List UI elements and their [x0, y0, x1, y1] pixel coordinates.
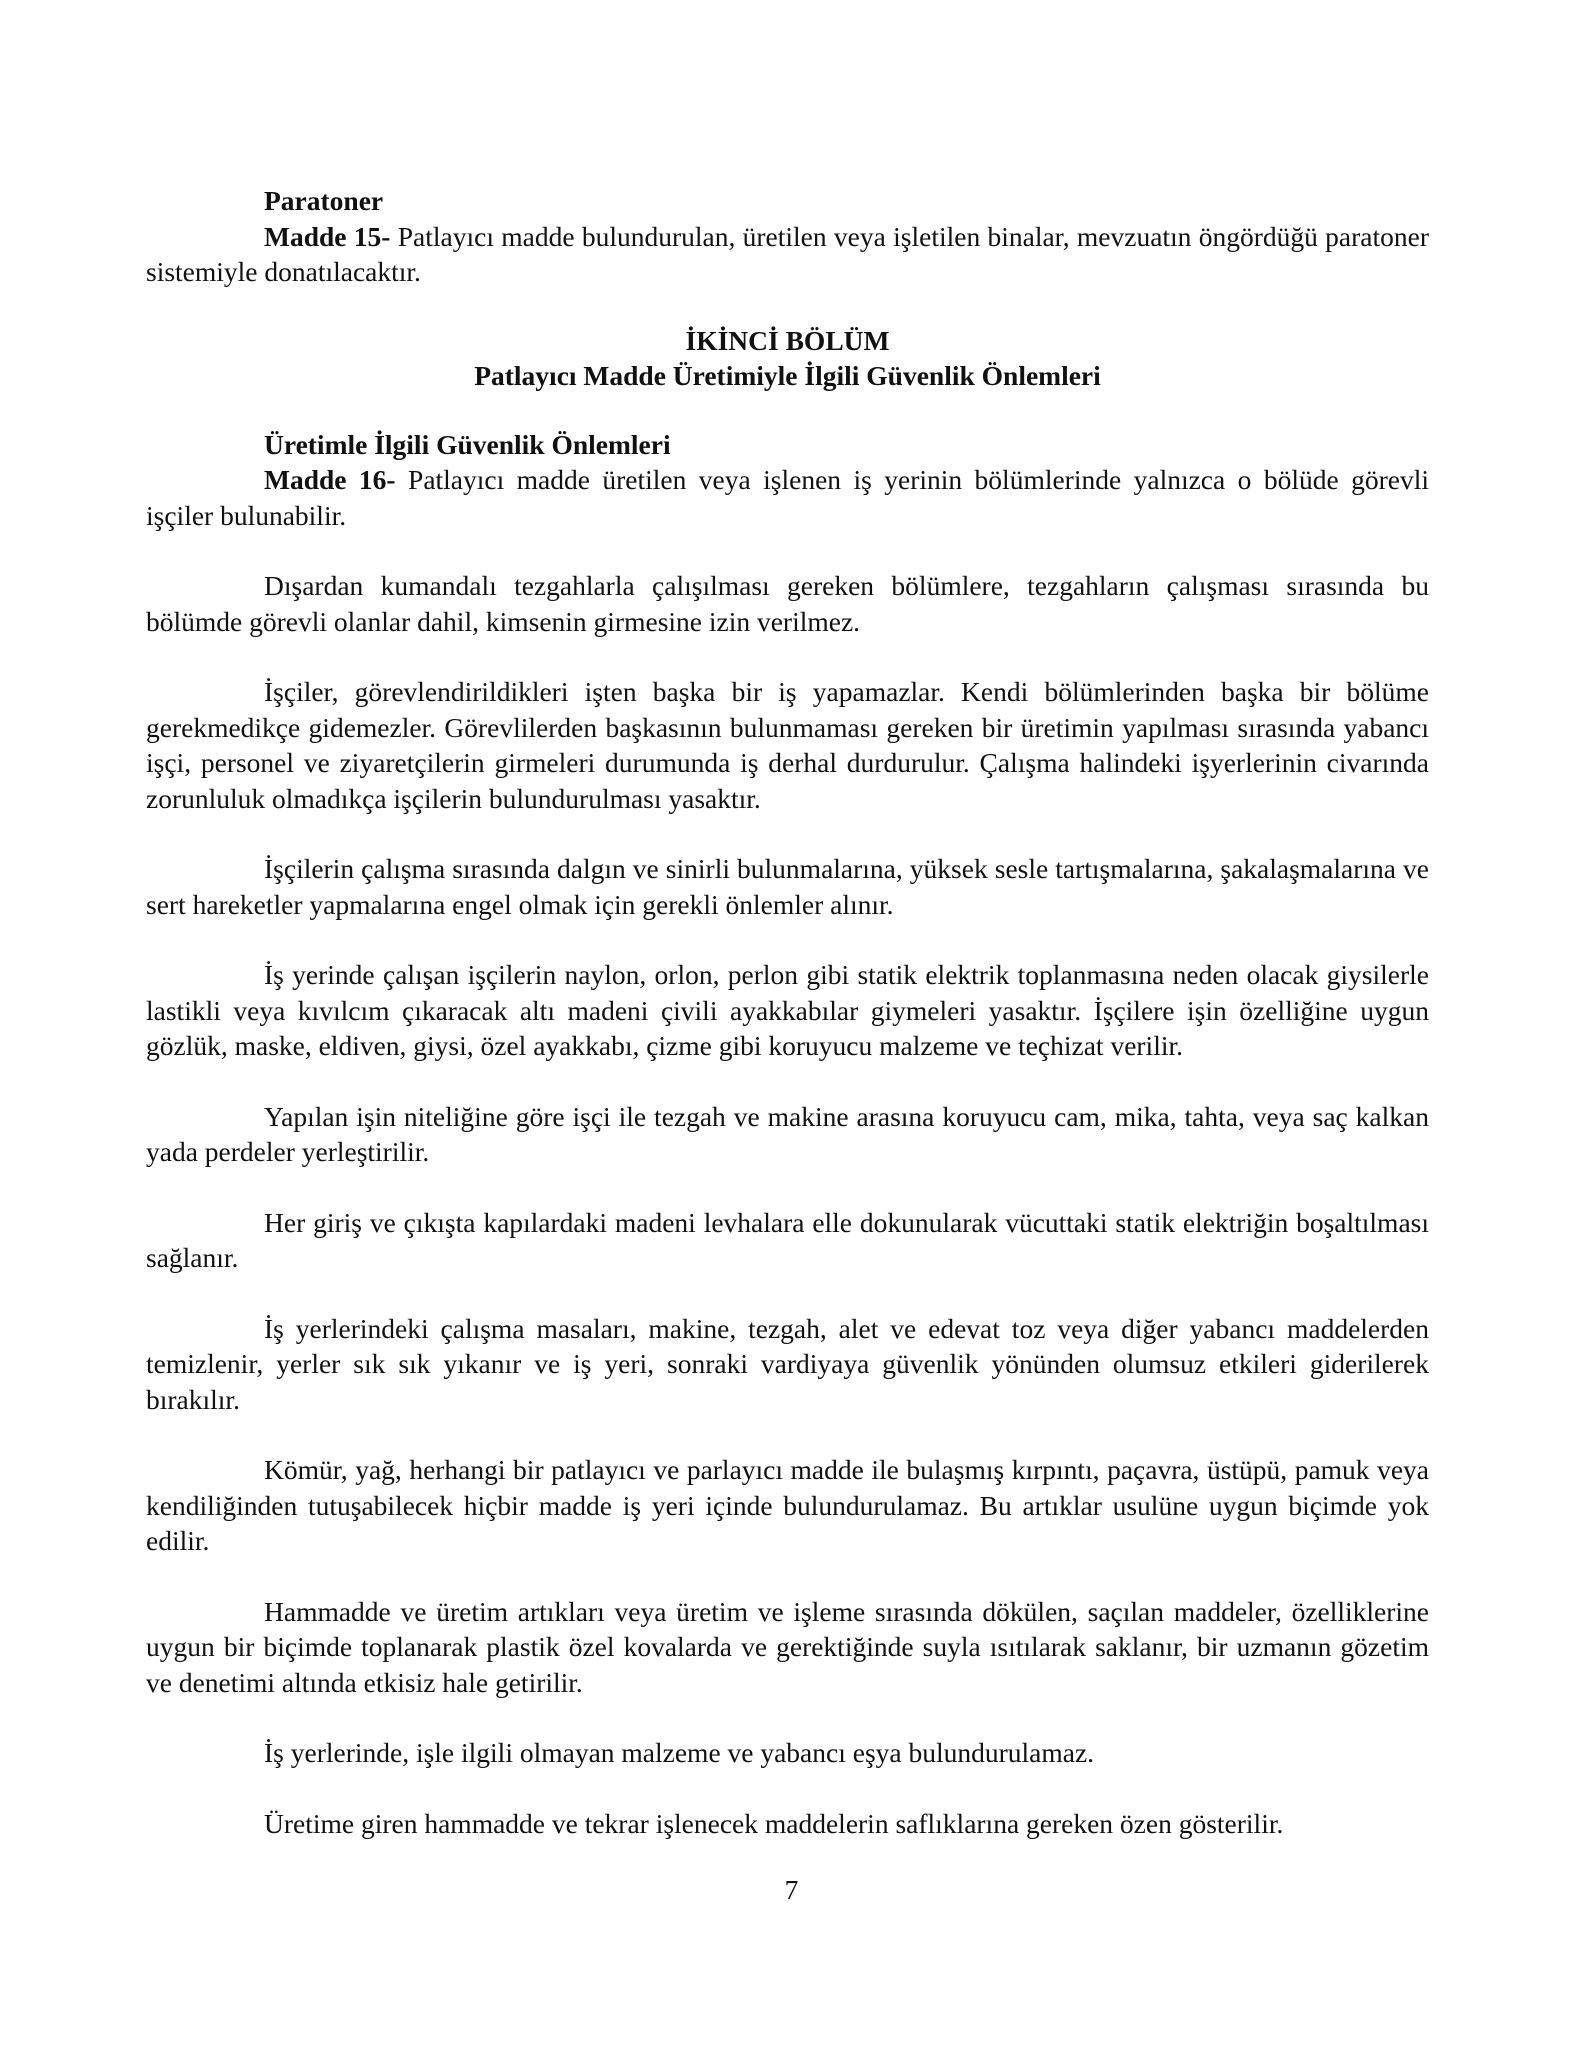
paragraph: Hammadde ve üretim artıkları veya üretim ve işleme sırasında dökülen, saçılan maddeler, özelliklerine uygun bir biçimde toplanarak plastik özel kovalarda ve gerektiğinde suyla ısıtılarak saklanır, bir uzmanın gözetim ve denetimi altında etkisiz hale getirilir.: [146, 1595, 1429, 1698]
article-15-text: Patlayıcı madde bulundurulan, üretilen veya işletilen binalar, mevzuatın öngördüğü paratoner sistemiyle donatılacaktır.: [146, 220, 1429, 287]
paragraph: İşçilerin çalışma sırasında dalgın ve sinirli bulunmalarına, yüksek sesle tartışmalarına, şakalaşmalarına ve sert hareketler yapmalarına engel olmak için gerekli önlemler alınır.: [146, 853, 1429, 920]
article-15: [146, 219, 1429, 290]
section-heading-paratoner: Paratoner: [264, 185, 384, 216]
section-heading-production-safety: Üretimle İlgili Güvenlik Önlemleri: [264, 428, 671, 460]
chapter-subtitle: Patlayıcı Madde Üretimiyle İlgili Güvenlik Önlemleri: [474, 360, 1101, 391]
paragraph: İş yerlerindeki çalışma masaları, makine, tezgah, alet ve edevat toz veya diğer yabancı maddelerden temizlenir, yerler sık sık yıkanır ve iş yeri, sonraki vardiyaya güvenlik yönünden olumsuz etkileri giderilerek bırakılır.: [146, 1312, 1429, 1415]
page-number: 7: [784, 1874, 799, 1905]
paragraph: Her giriş ve çıkışta kapılardaki madeni levhalara elle dokunularak vücuttaki statik elektriğin boşaltılması sağlanır.: [146, 1206, 1429, 1273]
paragraph: İş yerinde çalışan işçilerin naylon, orlon, perlon gibi statik elektrik toplanmasına neden olacak giysilerle lastikli veya kıvılcım çıkaracak altı madeni çivili ayakkabılar giymeleri yasaktır. İşçilere işin özelliğine uygun gözlük, maske, eldiven, giysi, özel ayakkabı, çizme gibi koruyucu malzeme ve teçhizat verilir.: [146, 959, 1429, 1061]
article-16-text: Patlayıcı madde üretilen veya işlenen iş yerinin bölümlerinde yalnızca o bölüde görevli işçiler bulunabilir.: [146, 464, 1429, 531]
paragraph: Üretime giren hammadde ve tekrar işlenecek maddelerin saflıklarına gereken özen gösterilir.: [264, 1807, 1284, 1839]
paragraph: Yapılan işin niteliğine göre işçi ile tezgah ve makine arasına koruyucu cam, mika, tahta, veya saç kalkan yada perdeler yerleştirilir.: [146, 1100, 1429, 1167]
paragraph: İşçiler, görevlendirildikleri işten başka bir iş yapamazlar. Kendi bölümlerinden başka bir bölüme gerekmedikçe gidemezler. Görevlilerden başkasının bulunmaması gereken bir üretimin yapılması sırasında yabancı işçi, personel ve ziyaretçilerin girmeleri durumunda iş derhal durdurulur. Çalışma halindeki işyerlerinin civarında zorunluluk olmadıkça işçilerin bulundurulması yasaktır.: [146, 676, 1429, 814]
chapter-title: İKİNCİ BÖLÜM: [685, 324, 890, 356]
article-16: [146, 462, 1429, 533]
article-15-label: Madde 15-: [264, 220, 391, 252]
paragraph: Kömür, yağ, herhangi bir patlayıcı ve parlayıcı madde ile bulaşmış kırpıntı, paçavra, üstüpü, pamuk veya kendiliğinden tutuşabilecek hiçbir madde iş yeri içinde bulundurulamaz. Bu artıklar usulüne uygun biçimde yok edilir.: [146, 1454, 1429, 1556]
paragraph: Dışardan kumandalı tezgahlarla çalışılması gereken bölümlere, tezgahların çalışması sırasında bu bölümde görevli olanlar dahil, kimsenin girmesine izin verilmez.: [146, 570, 1429, 637]
document-page: [146, 183, 1429, 1841]
article-16-label: Madde 16-: [264, 464, 396, 495]
paragraph: İş yerlerinde, işle ilgili olmayan malzeme ve yabancı eşya bulundurulamaz.: [264, 1737, 1095, 1768]
